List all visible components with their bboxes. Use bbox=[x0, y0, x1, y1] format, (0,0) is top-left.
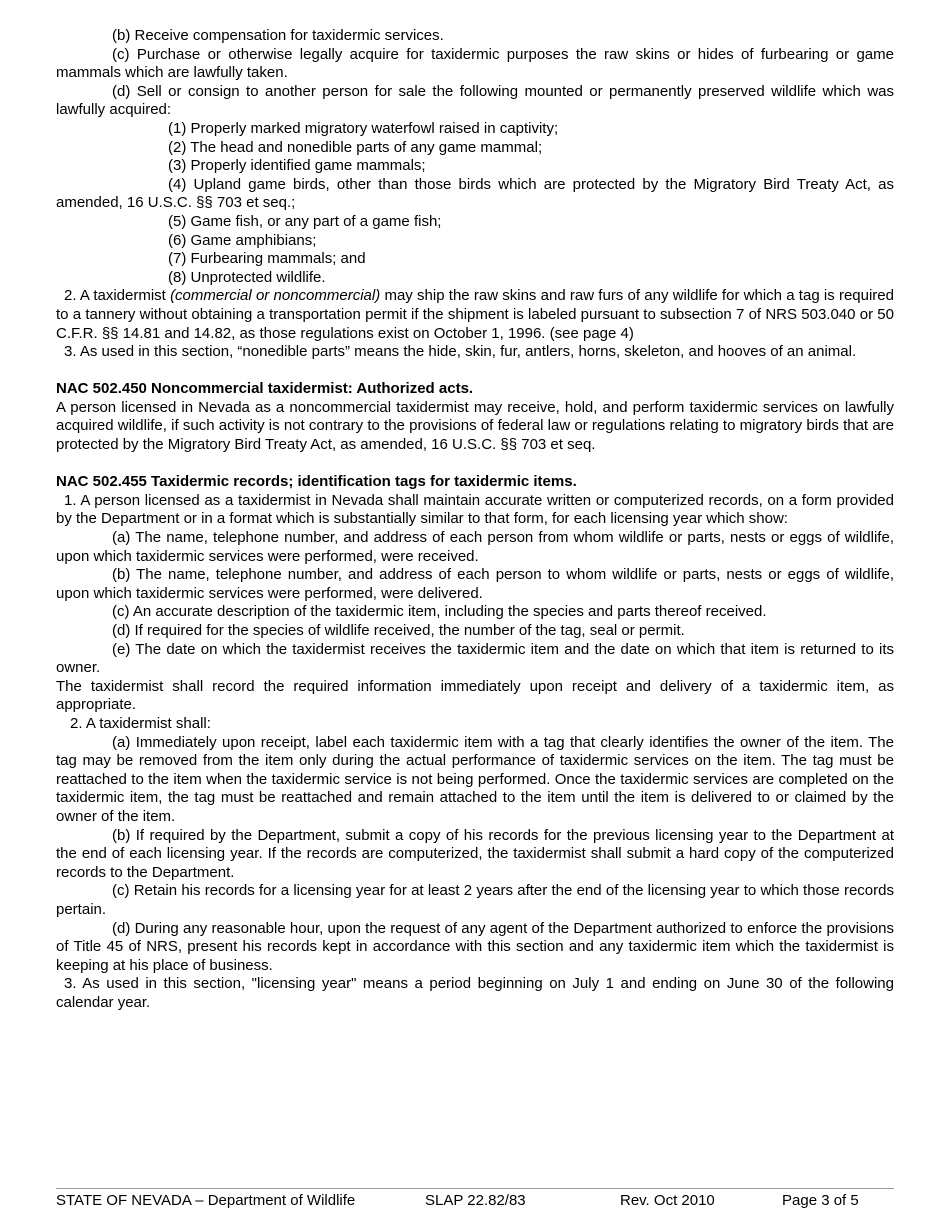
section-455-1a: (a) The name, telephone number, and address of each person from whom wildlife or parts, nests or eggs of wildlife, upon which taxidermic services were performed, were received. bbox=[56, 529, 894, 565]
list-item: (1) Properly marked migratory waterfowl raised in captivity; bbox=[168, 119, 559, 137]
section-455-2: 2. A taxidermist shall: bbox=[70, 714, 211, 732]
section-455-1: 1. A person licensed as a taxidermist in Nevada shall maintain accurate written or computerized records, on a form provided by the Department or in a format which is substantially similar to that form, for each licensing year which show: bbox=[56, 491, 894, 528]
section-455-2a: (a) Immediately upon receipt, label each taxidermic item with a tag that clearly identifies the owner of the item. The tag may be removed from the item only during the actual performance of taxidermic services on the item. The tag must be reattached to the item when the taxidermic service is not being performed. Once the taxidermic services are completed on the taxidermic item, the tag must be reattached and remain attached to the item until the item is delivered to or claimed by the owner of the item. bbox=[56, 733, 894, 825]
list-item: (2) The head and nonedible parts of any game mammal; bbox=[168, 138, 543, 156]
subsection-2-emphasis: (commercial or noncommercial) bbox=[170, 287, 381, 305]
list-item: (8) Unprotected wildlife. bbox=[168, 268, 326, 286]
footer-revision: Rev. Oct 2010 bbox=[620, 1192, 715, 1209]
list-item: (3) Properly identified game mammals; bbox=[168, 157, 426, 175]
paragraph-1c: (c) Purchase or otherwise legally acquire for taxidermic purposes the raw skins or hides of furbearing or game mammals which are lawfully taken. bbox=[56, 45, 894, 82]
section-heading-450: NAC 502.450 Noncommercial taxidermist: Authorized acts. bbox=[56, 380, 474, 398]
list-item: (7) Furbearing mammals; and bbox=[168, 250, 366, 268]
section-455-1b: (b) The name, telephone number, and address of each person to whom wildlife or parts, nests or eggs of wildlife, upon which taxidermic services were performed, were delivered. bbox=[56, 566, 894, 602]
paragraph-1d: (d) Sell or consign to another person for sale the following mounted or permanently preserved wildlife which was lawfully acquired: bbox=[56, 82, 894, 119]
list-item: (4) Upland game birds, other than those birds which are protected by the Migratory Bird Treaty Act, as amended, 16 U.S.C. §§ 703 et seq.; bbox=[56, 175, 894, 212]
section-450-body: A person licensed in Nevada as a noncommercial taxidermist may receive, hold, and perform taxidermic services on lawfully acquired wildlife, if such activity is not contrary to the provisions of federal law or regulations relating to migratory birds that are protected by the Migratory Bird Treaty Act, as amended, 16 U.S.C. §§ 703 et seq. bbox=[56, 398, 894, 454]
section-455-1d: (d) If required for the species of wildlife received, the number of the tag, seal or permit. bbox=[112, 622, 685, 639]
section-455-1-note: The taxidermist shall record the required information immediately upon receipt and delivery of a taxidermic item, as appropriate. bbox=[56, 677, 894, 714]
list-item: (5) Game fish, or any part of a game fish; bbox=[168, 212, 442, 230]
subsection-2-text-rest: may ship the raw skins and raw furs of any wildlife for which a tag is required to a tannery without obtaining a transportation permit if the shipment is labeled pursuant to subsection 7 of NRS 503.040 or 50 C.F.R. §§ 14.81 and 14.82, as those regulations exist on October 1, 1996. (see page 4) bbox=[56, 287, 894, 342]
section-455-1e: (e) The date on which the taxidermist receives the taxidermic item and the date on which that item is returned to its owner. bbox=[56, 640, 894, 677]
section-455-2d: (d) During any reasonable hour, upon the request of any agent of the Department authorized to enforce the provisions of Title 45 of NRS, present his records kept in accordance with this section and any taxidermic item which the taxidermist is keeping at his place of business. bbox=[56, 919, 894, 974]
subsection-2 bbox=[56, 287, 894, 343]
footer-form-number: SLAP 22.82/83 bbox=[425, 1192, 526, 1209]
page-footer bbox=[56, 1188, 894, 1209]
section-heading-455: NAC 502.455 Taxidermic records; identification tags for taxidermic items. bbox=[56, 473, 577, 491]
paragraph-1b: (b) Receive compensation for taxidermic services. bbox=[112, 27, 444, 44]
subsection-3: 3. As used in this section, “nonedible parts” means the hide, skin, fur, antlers, horns, skeleton, and hooves of an animal. bbox=[64, 343, 857, 361]
list-item: (6) Game amphibians; bbox=[168, 231, 317, 249]
footer-page-number: Page 3 of 5 bbox=[782, 1192, 859, 1209]
section-455-2c: (c) Retain his records for a licensing year for at least 2 years after the end of the licensing year to which those records pertain. bbox=[56, 882, 894, 918]
footer-agency: STATE OF NEVADA – Department of Wildlife bbox=[56, 1192, 356, 1209]
section-455-3: 3. As used in this section, "licensing year" means a period beginning on July 1 and ending on June 30 of the following calendar year. bbox=[56, 975, 894, 1011]
section-455-2b: (b) If required by the Department, submit a copy of his records for the previous licensing year to the Department at the end of each licensing year. If the records are computerized, the taxidermist shall submit a hard copy of the computerized records to the Department. bbox=[56, 826, 894, 881]
subsection-2-text: 2. A taxidermist bbox=[64, 287, 171, 305]
document-body bbox=[56, 27, 894, 1012]
section-455-1c: (c) An accurate description of the taxidermic item, including the species and parts thereof received. bbox=[112, 603, 767, 621]
